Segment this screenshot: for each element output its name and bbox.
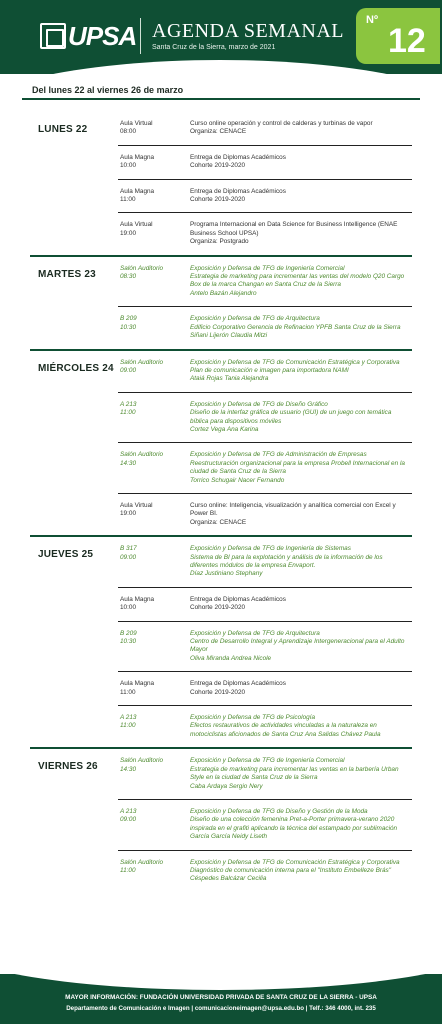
event-description-line: Reestructuración organizacional para la empresa Probell Internacional en la ciudad de Santa Cruz de la Sierra — [190, 459, 405, 476]
event-description — [190, 680, 412, 697]
event-description-line: Organiza: CENACE — [190, 128, 247, 136]
event-row — [118, 672, 412, 706]
event-venue: Salón Auditorio — [120, 358, 164, 366]
event-description-line: Estrategia de marketing para incrementar las ventas del modelo Q20 Cargo Box de la marca Changan en Santa Cruz de la Sierra — [190, 273, 405, 289]
day-section — [30, 349, 412, 536]
event-place-time — [120, 401, 190, 435]
event-place-time — [120, 596, 190, 613]
event-description — [190, 808, 412, 842]
event-row — [118, 351, 412, 393]
upsa-logo — [40, 22, 136, 50]
day-section — [30, 747, 412, 891]
event-venue: Salón Auditorio — [120, 264, 164, 272]
event-description — [190, 757, 412, 791]
event-description-line: Plan de comunicación e imagen para importadora NAMI — [190, 366, 349, 374]
event-time: 10:30 — [120, 638, 136, 646]
event-description — [190, 315, 412, 340]
event-description-line: Cohorte 2019-2020 — [190, 196, 246, 204]
event-row — [118, 180, 412, 214]
event-description-line: Entrega de Diplomas Académicos — [190, 595, 286, 603]
event-description — [190, 401, 412, 435]
event-row — [118, 146, 412, 180]
agenda-content — [30, 112, 412, 892]
event-description-line: García García Neidy Liseth — [190, 833, 268, 841]
event-row — [118, 588, 412, 622]
event-venue: Aula Magna — [120, 595, 155, 603]
event-place-time — [120, 502, 190, 527]
event-row — [118, 494, 412, 535]
event-venue: Aula Magna — [120, 153, 155, 161]
event-description-line: Díaz Justiniano Stephany — [190, 570, 263, 578]
event-venue: Salón Auditorio — [120, 858, 164, 866]
event-description-line: Organiza: Postgrado — [190, 238, 249, 246]
day-heading: LUNES 22 — [38, 124, 88, 135]
event-time: 09:00 — [120, 816, 136, 824]
event-description-line: Torrico Schugair Nacer Fernando — [190, 476, 285, 484]
event-description — [190, 359, 412, 384]
event-time: 11:00 — [120, 196, 136, 204]
event-description-line: Entrega de Diplomas Académicos — [190, 153, 286, 161]
event-place-time — [120, 714, 190, 739]
event-list — [118, 537, 412, 747]
event-time: 11:00 — [120, 409, 136, 417]
event-description — [190, 859, 412, 884]
event-description-line: Efectos restaurativos de actividades vinculadas a la naturaleza en motociclistas aficionados de Santa Cruz Ana Salidas Chávez Paula — [190, 722, 381, 738]
event-venue: B 209 — [120, 315, 137, 323]
footer-curve-decoration — [0, 974, 442, 990]
event-row — [118, 307, 412, 348]
page-subtitle: Santa Cruz de la Sierra, marzo de 2021 — [152, 44, 276, 51]
header — [0, 0, 442, 74]
event-venue: B 317 — [120, 545, 137, 553]
page-title: AGENDA SEMANAL — [152, 20, 344, 42]
event-description — [190, 596, 412, 613]
footer-contact: Departamento de Comunicación e Imagen | comunicacioneimagen@upsa.edu.bo | Telf.: 346 4000, int. 235 — [66, 1005, 376, 1012]
event-list — [118, 351, 412, 536]
event-description-line: Exposición y Defensa de TFG de Diseño Gráfico — [190, 400, 328, 408]
event-place-time — [120, 859, 190, 884]
event-time: 08:30 — [120, 273, 136, 281]
event-description-line: Curso online: Inteligencia, visualización y analítica comercial con Excel y Power BI. — [190, 501, 396, 518]
event-place-time — [120, 154, 190, 171]
event-row — [118, 800, 412, 851]
footer — [0, 974, 442, 1024]
event-description-line: Exposición y Defensa de TFG de Arquitectura — [190, 629, 320, 637]
event-row — [118, 537, 412, 588]
event-time: 08:00 — [120, 128, 136, 136]
event-description — [190, 714, 412, 739]
event-place-time — [120, 630, 190, 664]
event-description-line: Sistema de BI para la explotación y análisis de la información de los diferentes módulos de la empresa Envaport. — [190, 553, 383, 569]
event-venue: Aula Virtual — [120, 120, 153, 127]
event-description-line: Ataiá Rojas Tania Alejandra — [190, 375, 269, 383]
event-place-time — [120, 221, 190, 246]
event-description-line: Entrega de Diplomas Académicos — [190, 187, 286, 195]
event-row — [118, 393, 412, 444]
event-description — [190, 221, 412, 246]
event-row — [118, 749, 412, 800]
event-description — [190, 120, 412, 137]
event-time: 19:00 — [120, 229, 136, 237]
event-time: 14:30 — [120, 765, 136, 773]
event-place-time — [120, 808, 190, 842]
event-description-line: Caba Ardaya Sergio Nery — [190, 782, 263, 790]
event-time: 14:30 — [120, 459, 136, 467]
event-row — [118, 622, 412, 673]
event-venue: Salón Auditorio — [120, 451, 164, 459]
event-place-time — [120, 451, 190, 485]
event-description-line: Exposición y Defensa de TFG de Ingeniería Comercial — [190, 757, 345, 765]
event-venue: B 209 — [120, 629, 137, 637]
event-description-line: Exposición y Defensa de TFG de Ingeniería de Sistemas — [190, 545, 351, 553]
event-description — [190, 630, 412, 664]
event-venue: A 213 — [120, 400, 137, 408]
event-description-line: Edificio Corporativo Gerencia de Refinacion YPFB Santa Cruz de la Sierra — [190, 323, 401, 331]
event-description-line: Programa Internacional en Data Science for Business Intelligence (ENAE Business School UPSA) — [190, 221, 398, 237]
event-description-line: Centro de Desarrollo Integral y Aprendizaje Intergeneracional para el Adulto Mayor — [190, 638, 405, 654]
event-description-line: Exposición y Defensa de TFG de Diseño y Gestión de la Moda — [190, 807, 368, 815]
event-venue: Aula Virtual — [120, 501, 153, 509]
event-list — [118, 749, 412, 891]
event-time: 10:00 — [120, 604, 136, 612]
issue-number-label: Nº — [366, 14, 378, 26]
header-divider — [140, 18, 141, 54]
logo-text: UPSA — [68, 20, 137, 51]
event-venue: Salón Auditorio — [120, 757, 164, 765]
event-time: 11:00 — [120, 866, 136, 874]
event-row — [118, 851, 412, 892]
event-venue: Aula Magna — [120, 680, 155, 688]
event-time: 09:00 — [120, 553, 136, 561]
event-time: 10:00 — [120, 162, 136, 170]
event-description-line: Organiza: CENACE — [190, 518, 247, 526]
date-range-bar — [22, 82, 420, 100]
day-section — [30, 535, 412, 747]
event-description-line: Exposición y Defensa de TFG de Psicología — [190, 714, 316, 722]
event-time: 19:00 — [120, 510, 136, 518]
event-list — [118, 112, 412, 255]
event-description-line: Antelo Bazán Alejandro — [190, 289, 257, 297]
event-row — [118, 213, 412, 254]
event-description-line: Estrategia de marketing para incrementar las ventas en la barbería Urban Style en la ciudad de Santa Cruz de la Sierra — [190, 765, 399, 782]
footer-info: MAYOR INFORMACIÓN: FUNDACIÓN UNIVERSIDAD PRIVADA DE SANTA CRUZ DE LA SIERRA - UPSA — [65, 994, 377, 1001]
event-description-line: Cohorte 2019-2020 — [190, 162, 246, 170]
event-description-line: Exposición y Defensa de TFG de Administración de Empresas — [190, 451, 367, 459]
event-place-time — [120, 188, 190, 205]
event-place-time — [120, 120, 190, 137]
event-description-line: Cohorte 2019-2020 — [190, 688, 246, 696]
event-venue: Aula Magna — [120, 187, 155, 195]
event-description-line: Diagnóstico de comunicación interna para el "Instituto Embelleze Brás" — [190, 866, 391, 874]
issue-number: 12 — [388, 22, 426, 60]
event-description — [190, 451, 412, 485]
day-heading: JUEVES 25 — [38, 549, 94, 561]
event-place-time — [120, 315, 190, 340]
event-time: 10:30 — [120, 323, 136, 331]
event-row — [118, 443, 412, 494]
event-description — [190, 545, 412, 579]
event-description — [190, 154, 412, 171]
day-section — [30, 255, 412, 349]
event-venue: A 213 — [120, 807, 137, 815]
event-venue: A 213 — [120, 714, 137, 722]
event-description-line: Diseño de una colección femenina Pret-a-Porter primavera-verano 2020 inspirada en el grafiti aplicando la técnica del estampado por sublimación — [190, 816, 398, 832]
day-heading: VIERNES 26 — [38, 761, 98, 773]
event-list — [118, 257, 412, 349]
event-description-line: Cortez Vega Ana Karina — [190, 425, 259, 433]
event-place-time — [120, 545, 190, 579]
event-description-line: Curso online operación y control de calderas y turbinas de vapor — [190, 120, 373, 127]
event-description — [190, 265, 412, 299]
event-place-time — [120, 265, 190, 299]
event-time: 11:00 — [120, 688, 136, 696]
event-place-time — [120, 359, 190, 384]
event-place-time — [120, 757, 190, 791]
event-description-line: Cohorte 2019-2020 — [190, 604, 246, 612]
event-description-line: Exposición y Defensa de TFG de Comunicación Estratégica y Corporativa — [190, 858, 400, 866]
event-description-line: Diseño de la interfaz gráfica de usuario (GUI) de un juego con temática bíblica para dispositivos móviles — [190, 409, 392, 425]
event-description-line: Céspedes Balcázar Cecilia — [190, 875, 267, 883]
day-heading: MIÉRCOLES 24 — [38, 362, 114, 374]
day-heading: MARTES 23 — [38, 268, 96, 280]
event-time: 11:00 — [120, 722, 136, 730]
event-description-line: Exposición y Defensa de TFG de Ingeniería Comercial — [190, 264, 345, 272]
event-description-line: Oliva Miranda Andrea Nicole — [190, 654, 272, 662]
event-description-line: Exposición y Defensa de TFG de Arquitectura — [190, 315, 320, 323]
event-venue: Aula Virtual — [120, 221, 153, 229]
issue-number-badge — [356, 8, 440, 64]
event-description — [190, 188, 412, 205]
event-description-line: Siñani Lijerón Claudia Mitzi — [190, 332, 268, 340]
upsa-logo-icon — [40, 23, 66, 49]
event-row — [118, 112, 412, 146]
event-row — [118, 706, 412, 747]
event-description-line: Entrega de Diplomas Académicos — [190, 680, 286, 688]
event-description — [190, 502, 412, 527]
day-section — [30, 112, 412, 255]
event-row — [118, 257, 412, 308]
date-range: Del lunes 22 al viernes 26 de marzo — [32, 85, 184, 95]
event-description-line: Exposición y Defensa de TFG de Comunicación Estratégica y Corporativa — [190, 358, 400, 366]
event-time: 09:00 — [120, 366, 136, 374]
event-place-time — [120, 680, 190, 697]
